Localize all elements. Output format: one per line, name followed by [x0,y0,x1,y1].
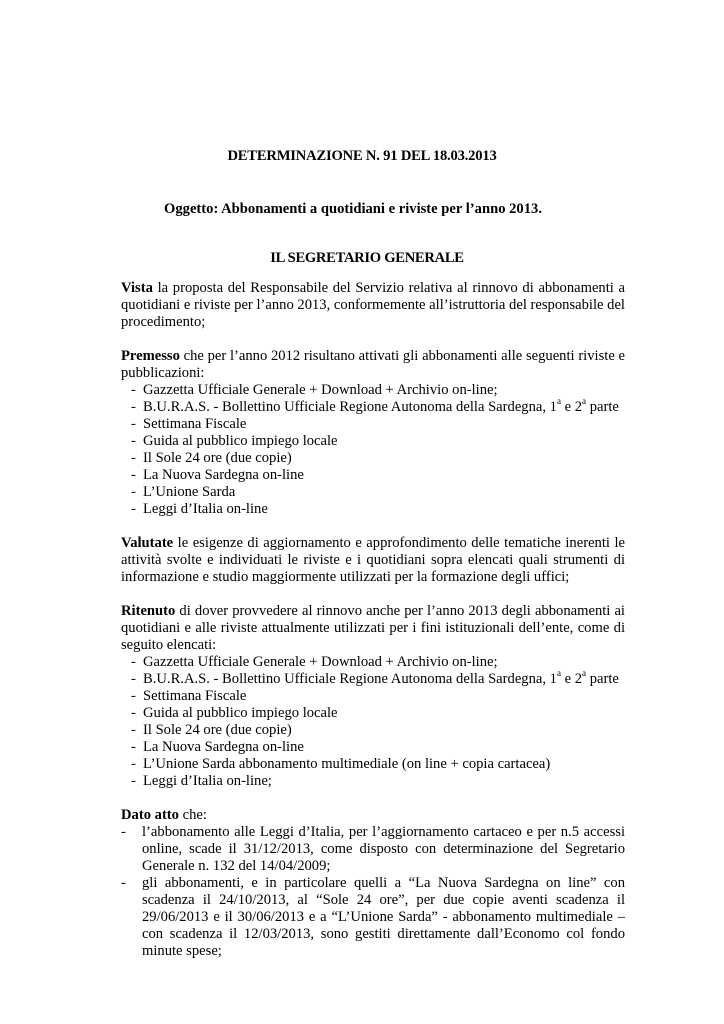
document-title: DETERMINAZIONE N. 91 DEL 18.03.2013 [227,148,497,164]
list-item: - L’Unione Sarda [121,484,625,501]
list-item: - gli abbonamenti, e in particolare quelli a “La Nuova Sardegna on line” con scadenza il 24/10/2013, al “Sole 24 ore”, per due copie aventi scadenza il 29/06/2013 e il 30/06/2013 e a “L’Unione Sarda” - abbonamento multimediale – con scadenza il 12/03/2013, sono gestiti direttamente dall’Economo col fondo minute spese; [121,875,625,960]
ritenuto-text: di dover provvedere al rinnovo anche per l’anno 2013 degli abbonamenti ai quotidiani e alle riviste attualmente utilizzati per i fini istituzionali dell’ente, come di seguito elencati: [121,603,625,653]
dato-atto-text: che: [178,807,207,823]
vista-keyword: Vista [121,280,153,296]
list-item: - Settimana Fiscale [121,416,625,433]
list-item: - Il Sole 24 ore (due copie) [121,450,625,467]
ritenuto-paragraph [121,603,625,654]
premesso-text: che per l’anno 2012 risultano attivati gli abbonamenti alle seguenti riviste e pubblicazioni: [121,348,625,381]
section-heading: IL SEGRETARIO GENERALE [270,250,464,266]
premesso-keyword: Premesso [121,348,180,364]
list-item: - Guida al pubblico impiego locale [121,433,625,450]
dato-atto-keyword: Dato atto [121,807,179,823]
list-item: - Gazzetta Ufficiale Generale + Download + Archivio on-line; [121,382,625,399]
list-item: - Gazzetta Ufficiale Generale + Download + Archivio on-line; [121,654,625,671]
list-item: - Guida al pubblico impiego locale [121,705,625,722]
list-item: - l’abbonamento alle Leggi d’Italia, per l’aggiornamento cartaceo e per n.5 accessi online, scade il 31/12/2013, come disposto con determinazione del Segretario Generale n. 132 del 14/04/2009; [121,824,625,875]
valutate-keyword: Valutate [121,535,174,551]
valutate-paragraph [121,535,625,586]
dato-atto-paragraph [121,807,625,824]
list-item: - L’Unione Sarda abbonamento multimediale (on line + copia cartacea) [121,756,625,773]
vista-paragraph [121,280,625,331]
dato-atto-list [121,824,625,960]
list-item: - Leggi d’Italia on-line; [121,773,625,790]
document-subject: Oggetto: Abbonamenti a quotidiani e riviste per l’anno 2013. [164,201,542,217]
list-item: - Settimana Fiscale [121,688,625,705]
list-item: - Leggi d’Italia on-line [121,501,625,518]
list-item: - La Nuova Sardegna on-line [121,467,625,484]
ritenuto-keyword: Ritenuto [121,603,176,619]
list-item: - B.U.R.A.S. - Bollettino Ufficiale Regione Autonoma della Sardegna, 1$^a$ e 2$^a$ parte [121,399,625,416]
document-body [121,280,625,960]
valutate-text: le esigenze di aggiornamento e approfondimento delle tematiche inerenti le attività svolte e individuati le riviste e i quotidiani sopra elencati quali strumenti di informazione e studio maggiormente utilizzati per la formazione degli uffici; [121,535,625,585]
premesso-paragraph [121,348,625,382]
vista-text: la proposta del Responsabile del Servizio relativa al rinnovo di abbonamenti a quotidiani e riviste per l’anno 2013, conformemente all’istruttoria del responsabile del procedimento; [121,280,625,330]
list-item: - Il Sole 24 ore (due copie) [121,722,625,739]
premesso-list [121,382,625,518]
ritenuto-list [121,654,625,790]
list-item: - La Nuova Sardegna on-line [121,739,625,756]
list-item: - B.U.R.A.S. - Bollettino Ufficiale Regione Autonoma della Sardegna, 1$^a$ e 2$^a$ parte [121,671,625,688]
